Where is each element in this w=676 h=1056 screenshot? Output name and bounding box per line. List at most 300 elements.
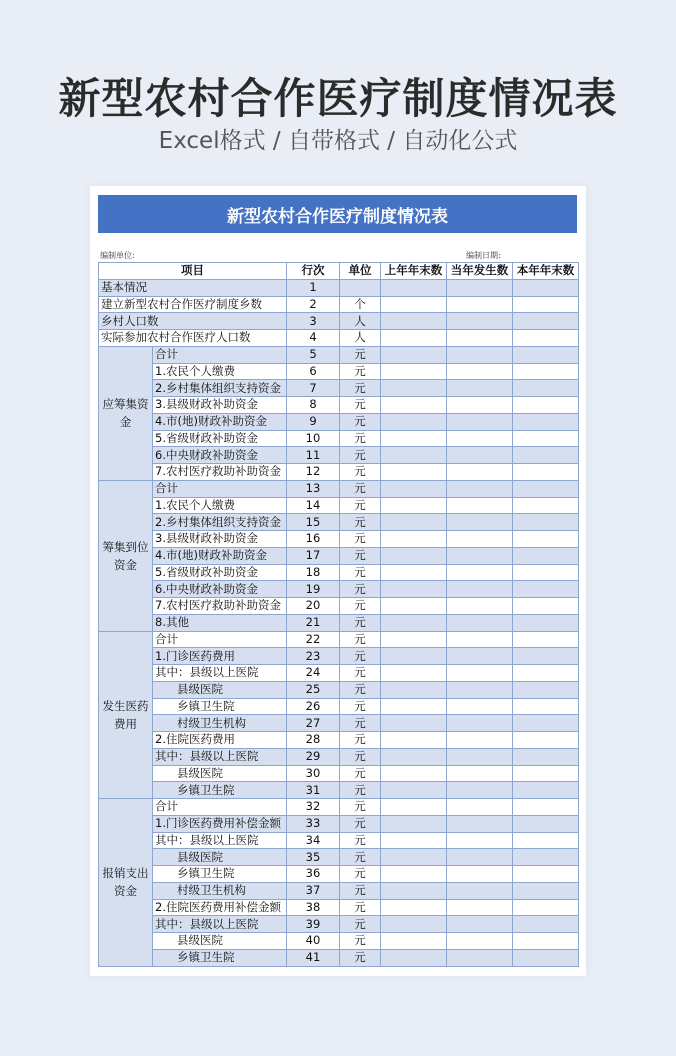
cell-current-year[interactable]	[447, 665, 513, 682]
row-name: 乡村人口数	[99, 313, 287, 330]
row-name: 5.省级财政补助资金	[153, 430, 287, 447]
row-unit: 元	[340, 531, 381, 548]
row-number: 31	[287, 782, 340, 799]
header-row-no: 行次	[287, 263, 340, 280]
cell-prev-year-end[interactable]	[381, 648, 447, 665]
row-unit: 元	[340, 413, 381, 430]
row-name: 8.其他	[153, 614, 287, 631]
row-name: 乡镇卫生院	[153, 698, 287, 715]
cell-this-year-end[interactable]	[513, 313, 579, 330]
cell-prev-year-end[interactable]	[381, 614, 447, 631]
cell-prev-year-end[interactable]	[381, 681, 447, 698]
cell-prev-year-end[interactable]	[381, 464, 447, 481]
cell-current-year[interactable]	[447, 815, 513, 832]
row-number: 19	[287, 581, 340, 598]
cell-prev-year-end[interactable]	[381, 430, 447, 447]
row-name: 乡镇卫生院	[153, 949, 287, 966]
row-name: 2.住院医药费用	[153, 732, 287, 749]
cell-this-year-end[interactable]	[513, 380, 579, 397]
cell-this-year-end[interactable]	[513, 447, 579, 464]
cell-this-year-end[interactable]	[513, 296, 579, 313]
table-row	[99, 631, 579, 648]
row-number: 17	[287, 547, 340, 564]
row-unit: 元	[340, 363, 381, 380]
cell-prev-year-end[interactable]	[381, 564, 447, 581]
table-row	[99, 346, 579, 363]
table-row	[99, 296, 579, 313]
cell-this-year-end[interactable]	[513, 799, 579, 816]
table-row	[99, 497, 579, 514]
cell-current-year[interactable]	[447, 949, 513, 966]
cell-prev-year-end[interactable]	[381, 665, 447, 682]
table-row	[99, 799, 579, 816]
row-unit: 元	[340, 497, 381, 514]
cell-current-year[interactable]	[447, 363, 513, 380]
cell-this-year-end[interactable]	[513, 547, 579, 564]
page-subtitle: Excel格式 / 自带格式 / 自动化公式	[158, 128, 518, 154]
row-unit: 元	[340, 799, 381, 816]
row-unit: 元	[340, 681, 381, 698]
cell-this-year-end[interactable]	[513, 346, 579, 363]
cell-current-year[interactable]	[447, 614, 513, 631]
cell-prev-year-end[interactable]	[381, 882, 447, 899]
cell-current-year[interactable]	[447, 882, 513, 899]
cell-current-year[interactable]	[447, 899, 513, 916]
row-unit: 元	[340, 866, 381, 883]
cell-this-year-end[interactable]	[513, 916, 579, 933]
cell-prev-year-end[interactable]	[381, 397, 447, 414]
cell-prev-year-end[interactable]	[381, 279, 447, 296]
table-row	[99, 430, 579, 447]
date-label: 编制日期:	[466, 251, 501, 260]
cell-this-year-end[interactable]	[513, 933, 579, 950]
cell-this-year-end[interactable]	[513, 430, 579, 447]
row-name: 合计	[153, 346, 287, 363]
cell-this-year-end[interactable]	[513, 480, 579, 497]
table-row	[99, 849, 579, 866]
table-row	[99, 815, 579, 832]
cell-current-year[interactable]	[447, 279, 513, 296]
cell-current-year[interactable]	[447, 715, 513, 732]
row-unit: 元	[340, 748, 381, 765]
group-label: 应筹集资金	[99, 346, 153, 480]
cell-prev-year-end[interactable]	[381, 732, 447, 749]
cell-current-year[interactable]	[447, 681, 513, 698]
cell-current-year[interactable]	[447, 631, 513, 648]
row-number: 30	[287, 765, 340, 782]
cell-current-year[interactable]	[447, 732, 513, 749]
row-name: 乡镇卫生院	[153, 782, 287, 799]
row-number: 39	[287, 916, 340, 933]
table-row	[99, 748, 579, 765]
row-name: 村级卫生机构	[153, 715, 287, 732]
cell-prev-year-end[interactable]	[381, 715, 447, 732]
cell-this-year-end[interactable]	[513, 279, 579, 296]
row-unit: 元	[340, 614, 381, 631]
cell-current-year[interactable]	[447, 514, 513, 531]
row-unit: 元	[340, 564, 381, 581]
row-number: 32	[287, 799, 340, 816]
table-row	[99, 681, 579, 698]
table-row	[99, 447, 579, 464]
cell-this-year-end[interactable]	[513, 815, 579, 832]
cell-prev-year-end[interactable]	[381, 799, 447, 816]
table-row	[99, 648, 579, 665]
table-row	[99, 866, 579, 883]
row-unit: 元	[340, 916, 381, 933]
page-title: 新型农村合作医疗制度情况表	[58, 74, 618, 123]
row-name: 4.市(地)财政补助资金	[153, 413, 287, 430]
cell-prev-year-end[interactable]	[381, 698, 447, 715]
cell-this-year-end[interactable]	[513, 849, 579, 866]
row-number: 29	[287, 748, 340, 765]
cell-this-year-end[interactable]	[513, 715, 579, 732]
row-number: 14	[287, 497, 340, 514]
cell-prev-year-end[interactable]	[381, 765, 447, 782]
cell-current-year[interactable]	[447, 397, 513, 414]
cell-prev-year-end[interactable]	[381, 497, 447, 514]
row-number: 4	[287, 330, 340, 347]
cell-prev-year-end[interactable]	[381, 598, 447, 615]
row-number: 36	[287, 866, 340, 883]
table-row	[99, 899, 579, 916]
row-unit: 元	[340, 732, 381, 749]
row-name: 2.住院医药费用补偿金额	[153, 899, 287, 916]
row-name: 5.省级财政补助资金	[153, 564, 287, 581]
spreadsheet-sheet	[90, 186, 586, 976]
row-number: 9	[287, 413, 340, 430]
row-unit: 元	[340, 765, 381, 782]
table-row	[99, 313, 579, 330]
cell-this-year-end[interactable]	[513, 765, 579, 782]
row-unit: 个	[340, 296, 381, 313]
cell-current-year[interactable]	[447, 832, 513, 849]
cell-prev-year-end[interactable]	[381, 380, 447, 397]
row-number: 8	[287, 397, 340, 414]
cell-prev-year-end[interactable]	[381, 480, 447, 497]
cell-prev-year-end[interactable]	[381, 514, 447, 531]
table-row	[99, 715, 579, 732]
table-row	[99, 614, 579, 631]
cell-this-year-end[interactable]	[513, 397, 579, 414]
row-number: 5	[287, 346, 340, 363]
row-name: 4.市(地)财政补助资金	[153, 547, 287, 564]
cell-this-year-end[interactable]	[513, 665, 579, 682]
row-unit: 人	[340, 330, 381, 347]
row-unit: 元	[340, 581, 381, 598]
cell-prev-year-end[interactable]	[381, 748, 447, 765]
row-unit: 元	[340, 882, 381, 899]
cell-this-year-end[interactable]	[513, 581, 579, 598]
cell-prev-year-end[interactable]	[381, 866, 447, 883]
cell-current-year[interactable]	[447, 866, 513, 883]
row-number: 3	[287, 313, 340, 330]
row-unit: 元	[340, 480, 381, 497]
row-name: 县级医院	[153, 681, 287, 698]
cell-current-year[interactable]	[447, 497, 513, 514]
cell-prev-year-end[interactable]	[381, 815, 447, 832]
cell-current-year[interactable]	[447, 296, 513, 313]
cell-prev-year-end[interactable]	[381, 447, 447, 464]
row-unit: 元	[340, 648, 381, 665]
row-name: 3.县级财政补助资金	[153, 397, 287, 414]
cell-current-year[interactable]	[447, 849, 513, 866]
table-row	[99, 380, 579, 397]
row-name: 2.乡村集体组织支持资金	[153, 380, 287, 397]
cell-this-year-end[interactable]	[513, 413, 579, 430]
row-unit: 元	[340, 815, 381, 832]
row-name: 7.农村医疗救助补助资金	[153, 598, 287, 615]
row-name: 基本情况	[99, 279, 287, 296]
row-number: 13	[287, 480, 340, 497]
row-unit: 人	[340, 313, 381, 330]
cell-this-year-end[interactable]	[513, 330, 579, 347]
cell-current-year[interactable]	[447, 430, 513, 447]
row-number: 27	[287, 715, 340, 732]
row-number: 37	[287, 882, 340, 899]
row-name: 乡镇卫生院	[153, 866, 287, 883]
table-row	[99, 531, 579, 548]
row-unit: 元	[340, 933, 381, 950]
row-name: 7.农村医疗救助补助资金	[153, 464, 287, 481]
cell-current-year[interactable]	[447, 330, 513, 347]
data-table	[98, 262, 579, 967]
row-name: 1.农民个人缴费	[153, 497, 287, 514]
cell-current-year[interactable]	[447, 933, 513, 950]
row-unit: 元	[340, 547, 381, 564]
table-row	[99, 698, 579, 715]
cell-this-year-end[interactable]	[513, 531, 579, 548]
cell-prev-year-end[interactable]	[381, 631, 447, 648]
group-label: 筹集到位资金	[99, 480, 153, 631]
cell-current-year[interactable]	[447, 464, 513, 481]
row-unit: 元	[340, 397, 381, 414]
row-name: 县级医院	[153, 849, 287, 866]
table-row	[99, 832, 579, 849]
row-unit: 元	[340, 464, 381, 481]
row-name: 2.乡村集体组织支持资金	[153, 514, 287, 531]
row-number: 7	[287, 380, 340, 397]
row-number: 12	[287, 464, 340, 481]
group-label: 报销支出资金	[99, 799, 153, 967]
row-number: 28	[287, 732, 340, 749]
row-number: 34	[287, 832, 340, 849]
row-unit: 元	[340, 430, 381, 447]
row-number: 11	[287, 447, 340, 464]
cell-current-year[interactable]	[447, 916, 513, 933]
row-number: 35	[287, 849, 340, 866]
cell-this-year-end[interactable]	[513, 949, 579, 966]
row-name: 1.门诊医药费用	[153, 648, 287, 665]
table-row	[99, 514, 579, 531]
row-number: 25	[287, 681, 340, 698]
row-number: 23	[287, 648, 340, 665]
cell-current-year[interactable]	[447, 547, 513, 564]
row-number: 38	[287, 899, 340, 916]
row-name: 其中：县级以上医院	[153, 832, 287, 849]
table-row	[99, 581, 579, 598]
cell-this-year-end[interactable]	[513, 514, 579, 531]
row-name: 3.县级财政补助资金	[153, 531, 287, 548]
cell-current-year[interactable]	[447, 413, 513, 430]
cell-prev-year-end[interactable]	[381, 363, 447, 380]
table-row	[99, 330, 579, 347]
cell-prev-year-end[interactable]	[381, 581, 447, 598]
cell-current-year[interactable]	[447, 480, 513, 497]
cell-current-year[interactable]	[447, 648, 513, 665]
cell-this-year-end[interactable]	[513, 648, 579, 665]
cell-this-year-end[interactable]	[513, 631, 579, 648]
cell-this-year-end[interactable]	[513, 732, 579, 749]
cell-current-year[interactable]	[447, 581, 513, 598]
cell-this-year-end[interactable]	[513, 866, 579, 883]
cell-current-year[interactable]	[447, 447, 513, 464]
row-number: 22	[287, 631, 340, 648]
row-name: 村级卫生机构	[153, 882, 287, 899]
table-row	[99, 882, 579, 899]
cell-prev-year-end[interactable]	[381, 933, 447, 950]
row-unit: 元	[340, 782, 381, 799]
cell-prev-year-end[interactable]	[381, 346, 447, 363]
row-unit: 元	[340, 698, 381, 715]
cell-this-year-end[interactable]	[513, 363, 579, 380]
table-row	[99, 765, 579, 782]
row-number: 40	[287, 933, 340, 950]
header-current-year: 当年发生数	[447, 263, 513, 280]
cell-prev-year-end[interactable]	[381, 296, 447, 313]
group-label: 发生医药费用	[99, 631, 153, 799]
table-row	[99, 598, 579, 615]
cell-current-year[interactable]	[447, 346, 513, 363]
row-number: 2	[287, 296, 340, 313]
cell-current-year[interactable]	[447, 564, 513, 581]
cell-prev-year-end[interactable]	[381, 547, 447, 564]
row-unit: 元	[340, 849, 381, 866]
cell-this-year-end[interactable]	[513, 698, 579, 715]
row-name: 其中：县级以上医院	[153, 665, 287, 682]
row-unit: 元	[340, 631, 381, 648]
row-number: 21	[287, 614, 340, 631]
row-unit: 元	[340, 715, 381, 732]
row-number: 6	[287, 363, 340, 380]
cell-prev-year-end[interactable]	[381, 832, 447, 849]
cell-current-year[interactable]	[447, 380, 513, 397]
table-row	[99, 464, 579, 481]
table-row	[99, 949, 579, 966]
row-name: 其中：县级以上医院	[153, 916, 287, 933]
row-name: 合计	[153, 480, 287, 497]
cell-current-year[interactable]	[447, 698, 513, 715]
table-row	[99, 933, 579, 950]
table-row	[99, 665, 579, 682]
row-number: 16	[287, 531, 340, 548]
cell-prev-year-end[interactable]	[381, 330, 447, 347]
table-row	[99, 564, 579, 581]
table-row	[99, 916, 579, 933]
table-row	[99, 732, 579, 749]
row-name: 合计	[153, 799, 287, 816]
cell-this-year-end[interactable]	[513, 899, 579, 916]
cell-current-year[interactable]	[447, 782, 513, 799]
row-name: 6.中央财政补助资金	[153, 447, 287, 464]
row-unit: 元	[340, 514, 381, 531]
cell-this-year-end[interactable]	[513, 464, 579, 481]
cell-this-year-end[interactable]	[513, 598, 579, 615]
cell-prev-year-end[interactable]	[381, 899, 447, 916]
cell-current-year[interactable]	[447, 531, 513, 548]
cell-current-year[interactable]	[447, 748, 513, 765]
row-name: 合计	[153, 631, 287, 648]
cell-current-year[interactable]	[447, 799, 513, 816]
header-item: 项目	[99, 263, 287, 280]
cell-current-year[interactable]	[447, 313, 513, 330]
table-row	[99, 413, 579, 430]
table-header-row	[99, 263, 579, 280]
table-row	[99, 279, 579, 296]
row-number: 41	[287, 949, 340, 966]
row-number: 1	[287, 279, 340, 296]
cell-current-year[interactable]	[447, 765, 513, 782]
row-name: 其中：县级以上医院	[153, 748, 287, 765]
row-number: 10	[287, 430, 340, 447]
row-unit: 元	[340, 665, 381, 682]
unit-label: 编制单位:	[100, 251, 135, 260]
row-number: 15	[287, 514, 340, 531]
row-name: 实际参加农村合作医疗人口数	[99, 330, 287, 347]
row-number: 26	[287, 698, 340, 715]
cell-this-year-end[interactable]	[513, 748, 579, 765]
row-number: 33	[287, 815, 340, 832]
cell-prev-year-end[interactable]	[381, 949, 447, 966]
header-this-year-end: 本年年末数	[513, 263, 579, 280]
cell-current-year[interactable]	[447, 598, 513, 615]
row-unit: 元	[340, 447, 381, 464]
row-unit	[340, 279, 381, 296]
row-name: 县级医院	[153, 933, 287, 950]
row-name: 6.中央财政补助资金	[153, 581, 287, 598]
cell-this-year-end[interactable]	[513, 782, 579, 799]
table-row	[99, 547, 579, 564]
row-unit: 元	[340, 380, 381, 397]
row-unit: 元	[340, 899, 381, 916]
cell-this-year-end[interactable]	[513, 614, 579, 631]
row-name: 1.农民个人缴费	[153, 363, 287, 380]
table-row	[99, 363, 579, 380]
row-unit: 元	[340, 598, 381, 615]
row-unit: 元	[340, 832, 381, 849]
row-unit: 元	[340, 346, 381, 363]
row-number: 20	[287, 598, 340, 615]
cell-prev-year-end[interactable]	[381, 413, 447, 430]
cell-prev-year-end[interactable]	[381, 531, 447, 548]
row-number: 18	[287, 564, 340, 581]
cell-this-year-end[interactable]	[513, 681, 579, 698]
row-unit: 元	[340, 949, 381, 966]
cell-this-year-end[interactable]	[513, 564, 579, 581]
row-name: 建立新型农村合作医疗制度乡数	[99, 296, 287, 313]
cell-this-year-end[interactable]	[513, 832, 579, 849]
row-name: 1.门诊医药费用补偿金额	[153, 815, 287, 832]
cell-prev-year-end[interactable]	[381, 313, 447, 330]
cell-this-year-end[interactable]	[513, 882, 579, 899]
cell-this-year-end[interactable]	[513, 497, 579, 514]
cell-prev-year-end[interactable]	[381, 916, 447, 933]
table-row	[99, 480, 579, 497]
header-prev-year-end: 上年年末数	[381, 263, 447, 280]
cell-prev-year-end[interactable]	[381, 782, 447, 799]
table-row	[99, 782, 579, 799]
cell-prev-year-end[interactable]	[381, 849, 447, 866]
